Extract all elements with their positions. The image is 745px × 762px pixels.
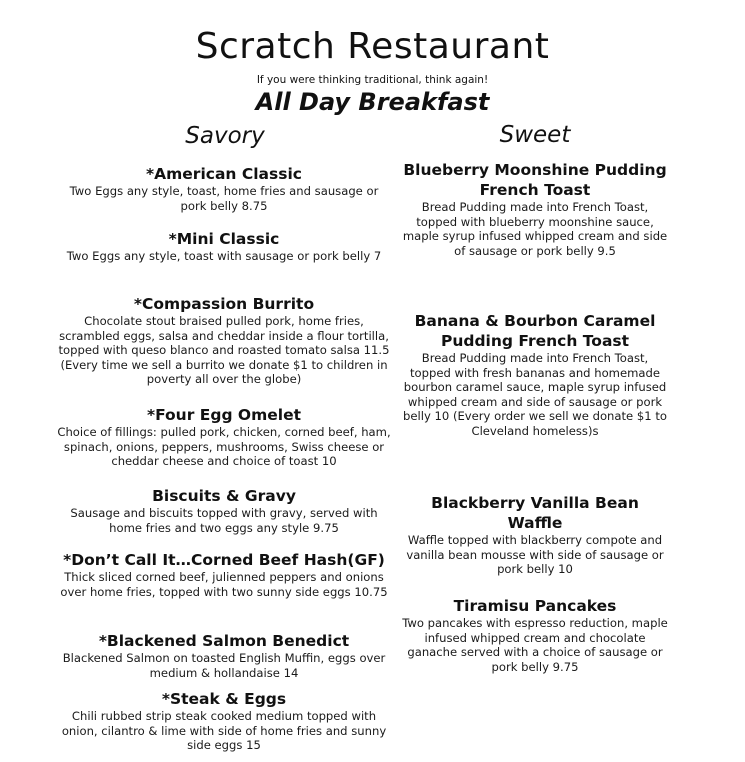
menu-item [56, 405, 392, 469]
item-name: *Compassion Burrito [133, 295, 315, 313]
item-name: Blackberry Vanilla Bean Waffle [431, 494, 639, 532]
item-name: *Four Egg Omelet [146, 406, 302, 424]
item-name: *American Classic [146, 165, 302, 183]
menu-item [402, 493, 668, 577]
menu-item [56, 550, 392, 599]
item-name: *Mini Classic [168, 230, 280, 248]
item-description: Bread Pudding made into French Toast, topped with blueberry moonshine sauce, maple syrup infused whipped cream and side of sausage or pork belly 9.5 [402, 200, 668, 258]
menu-item [402, 596, 668, 674]
menu-item [56, 164, 392, 213]
menu-item [402, 311, 668, 439]
item-description: Chocolate stout braised pulled pork, home fries, scrambled eggs, salsa and cheddar inside a flour tortilla, topped with queso blanco and roasted tomato salsa 11.5 (Every time we sell a burrito we donate $1 to children in poverty all over the globe) [58, 314, 390, 387]
item-name: Biscuits & Gravy [152, 487, 296, 505]
item-description: Two Eggs any style, toast, home fries and sausage or pork belly 8.75 [69, 184, 379, 213]
item-description: Blackened Salmon on toasted English Muffin, eggs over medium & hollandaise 14 [62, 651, 386, 680]
item-description: Bread Pudding made into French Toast, topped with fresh bananas and homemade bourbon caramel sauce, maple syrup infused whipped cream and side of sausage or pork belly 10 (Every order we sell we donate $1 to Cleveland homeless)s [403, 351, 667, 438]
item-name: Tiramisu Pancakes [453, 597, 617, 615]
item-name: *Blackened Salmon Benedict [98, 632, 350, 650]
menu-item [56, 689, 392, 753]
item-description: Waffle topped with blackberry compote and vanilla bean mousse with side of sausage or pork belly 10 [406, 533, 664, 577]
menu-item [56, 294, 392, 387]
item-name: *Steak & Eggs [161, 690, 287, 708]
item-name: Blueberry Moonshine Pudding French Toast [403, 161, 667, 199]
item-description: Choice of fillings: pulled pork, chicken, corned beef, ham, spinach, onions, peppers, mushrooms, Swiss cheese or cheddar cheese and choice of toast 10 [57, 425, 391, 469]
menu-item [402, 160, 668, 258]
tagline: If you were thinking traditional, think again! [256, 74, 489, 86]
item-description: Sausage and biscuits topped with gravy, served with home fries and two eggs any style 9.75 [70, 506, 378, 535]
item-description: Two pancakes with espresso reduction, maple infused whipped cream and chocolate ganache served with a choice of sausage or pork belly 9.75 [402, 616, 668, 674]
menu-item [56, 631, 392, 680]
savory-heading: Savory [185, 123, 265, 149]
page-title: Scratch Restaurant [195, 26, 550, 67]
item-description: Thick sliced corned beef, julienned peppers and onions over home fries, topped with two sunny side eggs 10.75 [60, 570, 388, 599]
item-name: *Don’t Call It…Corned Beef Hash(GF) [63, 551, 385, 569]
section-title: All Day Breakfast [255, 88, 490, 116]
sweet-heading: Sweet [499, 122, 571, 148]
item-name: Banana & Bourbon Caramel Pudding French Toast [414, 312, 656, 350]
item-description: Two Eggs any style, toast with sausage or pork belly 7 [66, 249, 382, 263]
item-description: Chili rubbed strip steak cooked medium topped with onion, cilantro & lime with side of home fries and sunny side eggs 15 [61, 709, 387, 753]
menu-item [56, 229, 392, 264]
menu-item [56, 486, 392, 535]
